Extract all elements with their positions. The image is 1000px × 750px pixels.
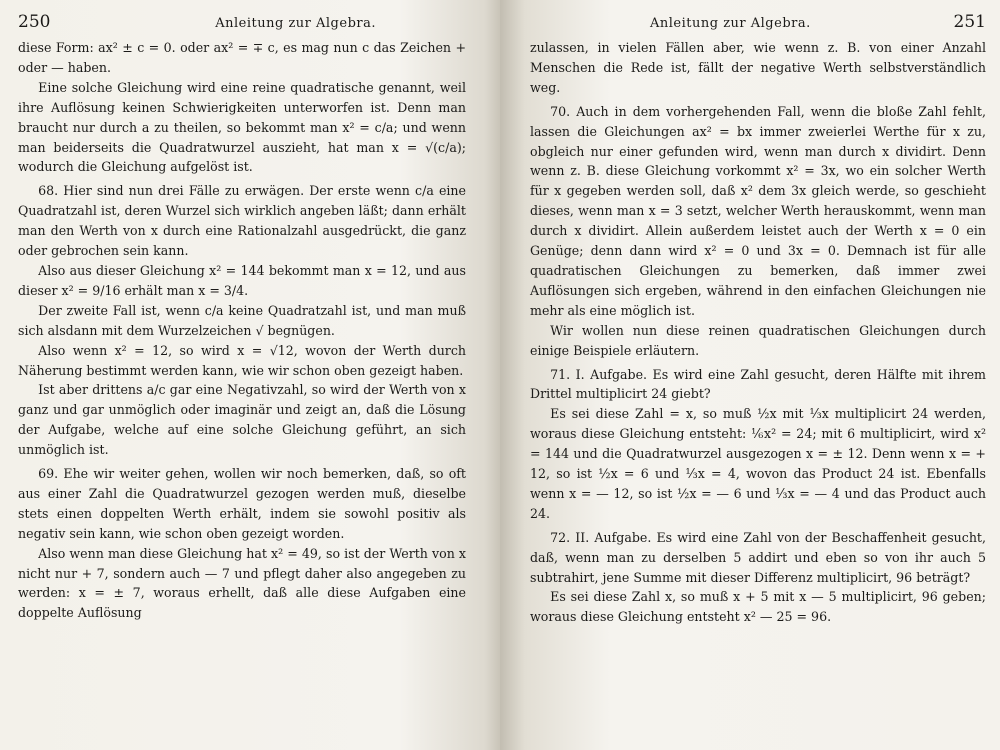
section-72: 72. II. Aufgabe. Es wird eine Zahl von der Beschaffenheit gesucht, daß, wenn man zu derselben 5 addirt und eben so von ihr auch 5 subtrahirt, jene Summe mit dieser Differenz multiplicirt, 96 beträgt? (530, 529, 986, 585)
section-70: 70. Auch in dem vorhergehenden Fall, wenn die bloße Zahl fehlt, lassen die Gleichungen ax² = bx immer zweierlei Werthe für x zu, obgleich nur einer gefunden wird, wenn man durch x dividirt. Denn wenn z. B. diese Gleichung vorkommt x² = 3x, wo ein solcher Werth für x gegeben werden soll, daß x² dem 3x gleich werde, so geschieht dieses, wenn man x = 3 setzt, welcher Werth herauskommt, wenn man durch x dividirt. Allein außerdem leistet auch der Werth x = 0 ein Genüge; denn dann wird x² = 0 und 3x = 0. Demnach ist für alle quadratischen Gleichungen zu bemerken, daß immer zwei Auflösungen sich ergeben, während in den einfachen Gleichungen nie mehr als eine möglich ist. (530, 103, 986, 318)
left-running-head: Anleitung zur Algebra. (215, 16, 376, 31)
right-page-body (530, 38, 986, 627)
paragraph: Eine solche Gleichung wird eine reine quadratische genannt, weil ihre Auflösung keinen Schwierigkeiten unterworfen ist. Denn man braucht nur durch a zu theilen, so bekommt man x² = c/a; und wenn man beiderseits die Quadratwurzel auszieht, hat man x = √(c/a); wodurch die Gleichung aufgelöst ist. (18, 79, 466, 175)
paragraph: diese Form: ax² ± c = 0. oder ax² = ∓ c, es mag nun c das Zeichen + oder — haben. (18, 40, 466, 75)
section-69: 69. Ehe wir weiter gehen, wollen wir noch bemerken, daß, so oft aus einer Zahl die Quadratwurzel gezogen werden muß, dieselbe stets einen doppelten Werth erhält, indem sie sowohl positiv als negativ sein kann, wie schon oben gezeigt worden. (18, 466, 466, 541)
section-71: 71. I. Aufgabe. Es wird eine Zahl gesucht, deren Hälfte mit ihrem Drittel multiplicirt 24 giebt? (530, 366, 986, 402)
section-68: 68. Hier sind nun drei Fälle zu erwägen. Der erste wenn c/a eine Quadratzahl ist, deren Wurzel sich wirklich angeben läßt; dann erhält man den Werth von x durch eine Rationalzahl ausgedrückt, die ganz oder gebrochen sein kann. (18, 183, 466, 259)
right-page (500, 0, 1000, 750)
right-page-number: 251 (953, 12, 986, 32)
paragraph: Also wenn man diese Gleichung hat x² = 49, so ist der Werth von x nicht nur + 7, sondern auch — 7 und pflegt daher also angegeben zu werden: x = ± 7, woraus erhellt, daß alle diese Aufgaben eine doppelte Auflösung (18, 545, 466, 621)
left-page-body (18, 38, 466, 623)
paragraph: Also aus dieser Gleichung x² = 144 bekommt man x = 12, und aus dieser x² = 9/16 erhält man x = 3/4. (18, 262, 466, 298)
paragraph: Also wenn x² = 12, so wird x = √12, wovon der Werth durch Näherung bestimmt werden kann, wie wir schon oben gezeigt haben. (18, 342, 466, 378)
paragraph: Ist aber drittens a/c gar eine Negativzahl, so wird der Werth von x ganz und gar unmöglich oder imaginär und zeigt an, daß die Lösung der Aufgabe, welche auf eine solche Gleichung geführt, an sich unmöglich ist. (18, 382, 466, 458)
paragraph: Wir wollen nun diese reinen quadratischen Gleichungen durch einige Beispiele erläutern. (530, 322, 986, 358)
right-page-header (530, 12, 986, 38)
paragraph: Es sei diese Zahl x, so muß x + 5 mit x — 5 multiplicirt, 96 geben; woraus diese Gleichung entsteht x² — 25 = 96. (530, 589, 986, 625)
paragraph: Es sei diese Zahl = x, so muß ½x mit ⅓x multiplicirt 24 werden, woraus diese Gleichung entsteht: ⅙x² = 24; mit 6 multiplicirt, wird x² = 144 und die Quadratwurzel ausgezogen x = ± 12. Denn wenn x = + 12, so ist ½x = 6 und ⅓x = 4, wovon das Product 24 ist. Ebenfalls wenn x = — 12, so ist ½x = — 6 und ⅓x = — 4 und das Product auch 24. (530, 406, 986, 521)
paragraph: zulassen, in vielen Fällen aber, wie wenn z. B. von einer Anzahl Menschen die Rede ist, fällt der negative Werth selbstverständlich weg. (530, 40, 986, 95)
right-running-head: Anleitung zur Algebra. (650, 16, 811, 31)
left-page-number: 250 (18, 12, 51, 32)
paragraph: Der zweite Fall ist, wenn c/a keine Quadratzahl ist, und man muß sich alsdann mit dem Wurzelzeichen √ begnügen. (18, 302, 466, 338)
left-page-header (18, 12, 466, 38)
